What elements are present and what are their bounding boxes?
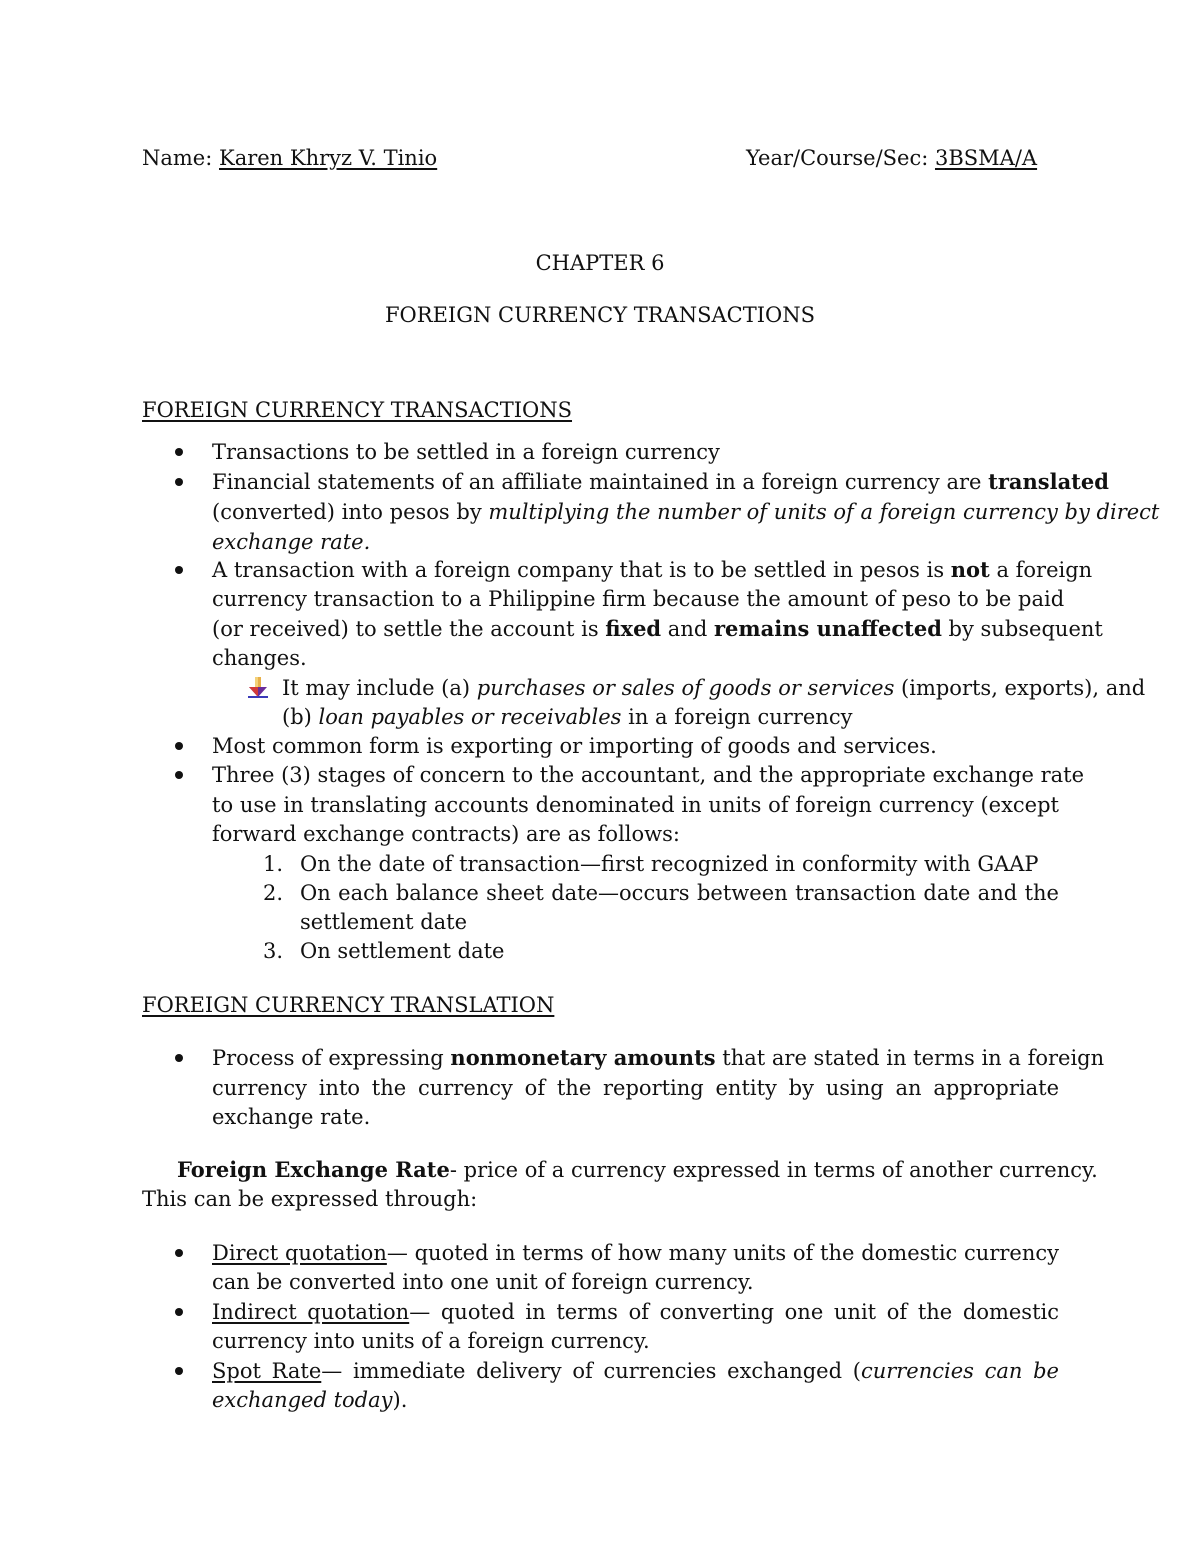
arrow-down-icon (248, 676, 268, 698)
underlined-term: Spot Rate (212, 1359, 322, 1383)
bullet-icon (175, 1054, 183, 1062)
name-field (142, 143, 437, 173)
list-item-line: Three (3) stages of concern to the accountant, and the appropriate exchange rate (212, 763, 1085, 787)
text: A transaction with a foreign company that is to be settled in pesos is (212, 558, 951, 582)
text: (imports, exports), and (894, 676, 1146, 700)
list-item-line (212, 614, 1103, 644)
text: by subsequent (941, 617, 1103, 641)
text: (b) (282, 705, 319, 729)
list-item-line (212, 527, 370, 557)
text: It may include (a) (282, 676, 477, 700)
text: Process of expressing (212, 1046, 451, 1070)
name-label: Name: (142, 146, 219, 170)
text: and (661, 617, 714, 641)
list-item-line: to use in translating accounts denominated in units of foreign currency (except (212, 793, 1059, 817)
list-item-line: exchange rate. (212, 1105, 371, 1129)
text: a foreign (989, 558, 1093, 582)
section-heading-text: FOREIGN CURRENCY TRANSACTIONS (142, 398, 573, 422)
list-item: Transactions to be settled in a foreign currency (212, 440, 720, 464)
numbered-item: On the date of transaction—first recognized in conformity with GAAP (300, 852, 1039, 876)
year-course-section-field (746, 143, 1037, 173)
italic-text: currencies can be (860, 1359, 1059, 1383)
bullet-icon (175, 448, 183, 456)
italic-text: exchange rate. (212, 530, 371, 554)
italic-text: multiplying the number of units of a foreign currency by direct (488, 500, 1160, 524)
text: - price of a currency expressed in terms of another currency. (449, 1158, 1098, 1182)
list-item-line: can be converted into one unit of foreign currency. (212, 1270, 754, 1294)
text: — quoted in terms of converting one unit of the domestic (409, 1300, 1059, 1324)
name-value: Karen Khryz V. Tinio (219, 146, 438, 170)
sub-list-item-line (282, 702, 852, 732)
list-item-line: changes. (212, 646, 307, 670)
list-item-line: currency into units of a foreign currency. (212, 1329, 650, 1353)
text: ). (392, 1388, 408, 1412)
document-title: FOREIGN CURRENCY TRANSACTIONS (384, 303, 815, 327)
list-number: 1. (263, 852, 284, 876)
list-item-line (212, 1385, 407, 1415)
numbered-item: On settlement date (300, 939, 505, 963)
text: Financial statements of an affiliate maintained in a foreign currency are (212, 470, 989, 494)
definition-paragraph (177, 1155, 1098, 1185)
bullet-icon (175, 1308, 183, 1316)
text: (or received) to settle the account is (212, 617, 606, 641)
italic-text: purchases or sales of goods or services (476, 676, 895, 700)
sub-list-item-line (282, 673, 1145, 703)
chapter-number: CHAPTER 6 (535, 251, 665, 275)
list-item: Most common form is exporting or importing of goods and services. (212, 734, 937, 758)
italic-text: exchanged today (212, 1388, 393, 1412)
underlined-term: Direct quotation (212, 1241, 387, 1265)
year-course-value: 3BSMA/A (934, 146, 1038, 170)
list-item-line (212, 1297, 1059, 1327)
list-item-line (212, 1238, 1059, 1268)
bullet-icon (175, 771, 183, 779)
bold-term: remains unaffected (713, 616, 942, 641)
list-item-line (212, 555, 1093, 585)
bullet-icon (175, 742, 183, 750)
bold-term: fixed (605, 616, 662, 641)
bullet-icon (175, 1249, 183, 1257)
list-item-line: currency transaction to a Philippine firm because the amount of peso to be paid (212, 587, 1065, 611)
bold-term: nonmonetary amounts (450, 1045, 716, 1070)
list-item-line (212, 497, 1159, 527)
bold-term: Foreign Exchange Rate (177, 1157, 450, 1182)
italic-text: loan payables or receivables (318, 705, 622, 729)
definition-paragraph-line: This can be expressed through: (142, 1187, 478, 1211)
list-item-line (212, 1356, 1059, 1386)
list-item-line: currency into the currency of the reporting entity by using an appropriate (212, 1076, 1059, 1100)
list-number: 3. (263, 939, 284, 963)
list-item-line (212, 1043, 1105, 1073)
text: that are stated in terms in a foreign (715, 1046, 1105, 1070)
numbered-item-line: On each balance sheet date—occurs between transaction date and the (300, 881, 1059, 905)
numbered-item-line: settlement date (300, 910, 468, 934)
underlined-term: Indirect quotation (212, 1300, 410, 1324)
year-course-label: Year/Course/Sec: (746, 146, 935, 170)
bold-term: not (950, 557, 990, 582)
text: (converted) into pesos by (212, 500, 489, 524)
list-item-line (212, 467, 1109, 497)
text: in a foreign currency (621, 705, 853, 729)
text: — immediate delivery of currencies exchanged ( (321, 1359, 861, 1383)
list-number: 2. (263, 881, 284, 905)
bullet-icon (175, 478, 183, 486)
list-item-line: forward exchange contracts) are as follows: (212, 822, 680, 846)
section-heading-text: FOREIGN CURRENCY TRANSLATION (142, 993, 555, 1017)
bold-term: translated (988, 469, 1109, 494)
section-heading-translation (142, 990, 554, 1020)
bullet-icon (175, 1367, 183, 1375)
text: — quoted in terms of how many units of the domestic currency (386, 1241, 1059, 1265)
bullet-icon (175, 566, 183, 574)
section-heading-transactions (142, 395, 572, 425)
